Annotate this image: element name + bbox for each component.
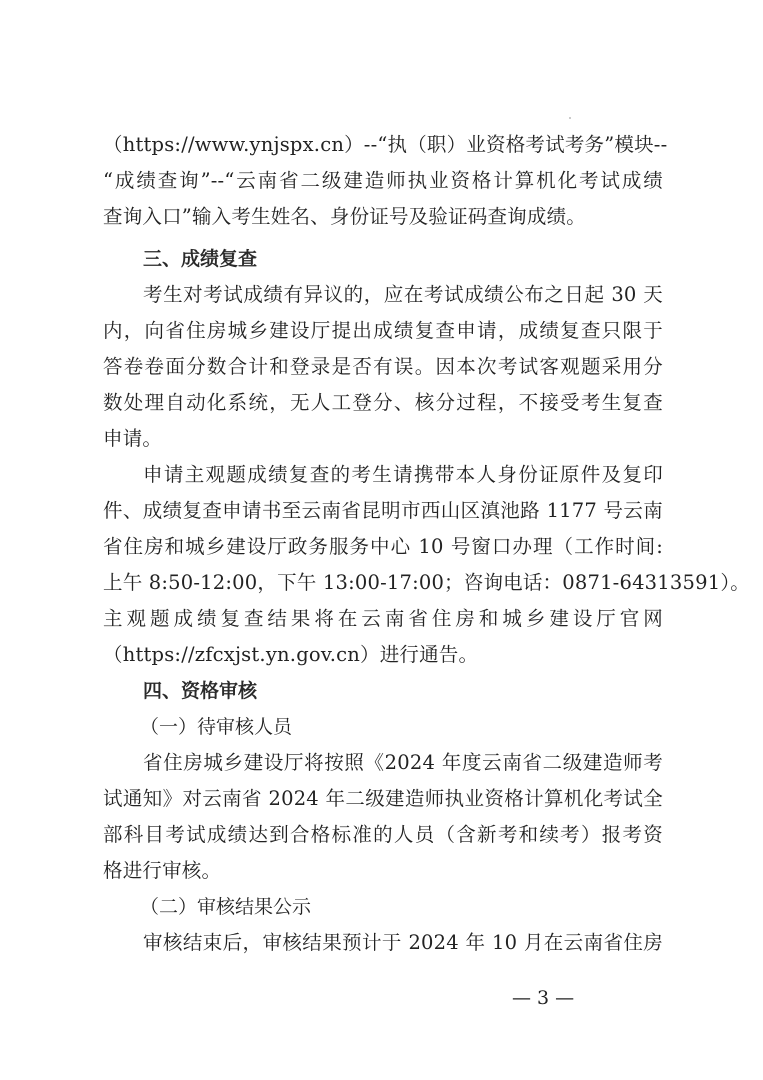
paragraph-line: 数处理自动化系统，无人工登分、核分过程，不接受考生复查 — [103, 391, 663, 414]
section-heading-qualification-review: 四、资格审核 — [143, 680, 258, 702]
paragraph-line: 上午 8:50-12:00，下午 13:00-17:00；咨询电话：0871-64313591）。 — [103, 571, 750, 594]
paragraph-line: 主观题成绩复查结果将在云南省住房和城乡建设厅官网 — [103, 607, 663, 630]
paragraph-line: 试通知》对云南省 2024 年二级建造师执业资格计算机化考试全 — [103, 787, 663, 810]
paragraph-line: 内，向省住房城乡建设厅提出成绩复查申请，成绩复查只限于 — [103, 319, 663, 342]
subsection-heading-result-announcement: （二）审核结果公示 — [140, 896, 312, 918]
paragraph-line: 部科目考试成绩达到合格标准的人员（含新考和续考）报考资 — [103, 823, 663, 846]
paragraph-line: “成绩查询”--“云南省二级建造师执业资格计算机化考试成绩 — [103, 169, 663, 192]
paragraph-line: （https://zfcxjst.yn.gov.cn）进行通告。 — [103, 643, 479, 666]
paragraph-line: 考生对考试成绩有异议的，应在考试成绩公布之日起 30 天 — [143, 283, 663, 306]
subsection-heading-pending-review: （一）待审核人员 — [140, 716, 293, 738]
paragraph-line: 件、成绩复查申请书至云南省昆明市西山区滇池路 1177 号云南 — [103, 499, 663, 522]
paragraph-line: （https://www.ynjspx.cn）--“执（职）业资格考试考务”模块-- — [103, 133, 668, 156]
paragraph-line: 格进行审核。 — [103, 859, 222, 882]
paragraph-line: 申请主观题成绩复查的考生请携带本人身份证原件及复印 — [143, 463, 663, 486]
paragraph-line: 审核结束后，审核结果预计于 2024 年 10 月在云南省住房 — [143, 931, 663, 954]
section-heading-score-review: 三、成绩复查 — [143, 248, 258, 270]
paragraph-line: 答卷卷面分数合计和登录是否有误。因本次考试客观题采用分 — [103, 355, 663, 378]
page-number: — 3 — — [512, 987, 575, 1009]
paragraph-line: 查询入口”输入考生姓名、身份证号及验证码查询成绩。 — [103, 205, 586, 228]
scan-speck — [569, 117, 571, 119]
paragraph-line: 申请。 — [103, 427, 163, 450]
paragraph-line: 省住房城乡建设厅将按照《2024 年度云南省二级建造师考 — [143, 751, 663, 774]
paragraph-line: 省住房和城乡建设厅政务服务中心 10 号窗口办理（工作时间: — [103, 535, 663, 558]
